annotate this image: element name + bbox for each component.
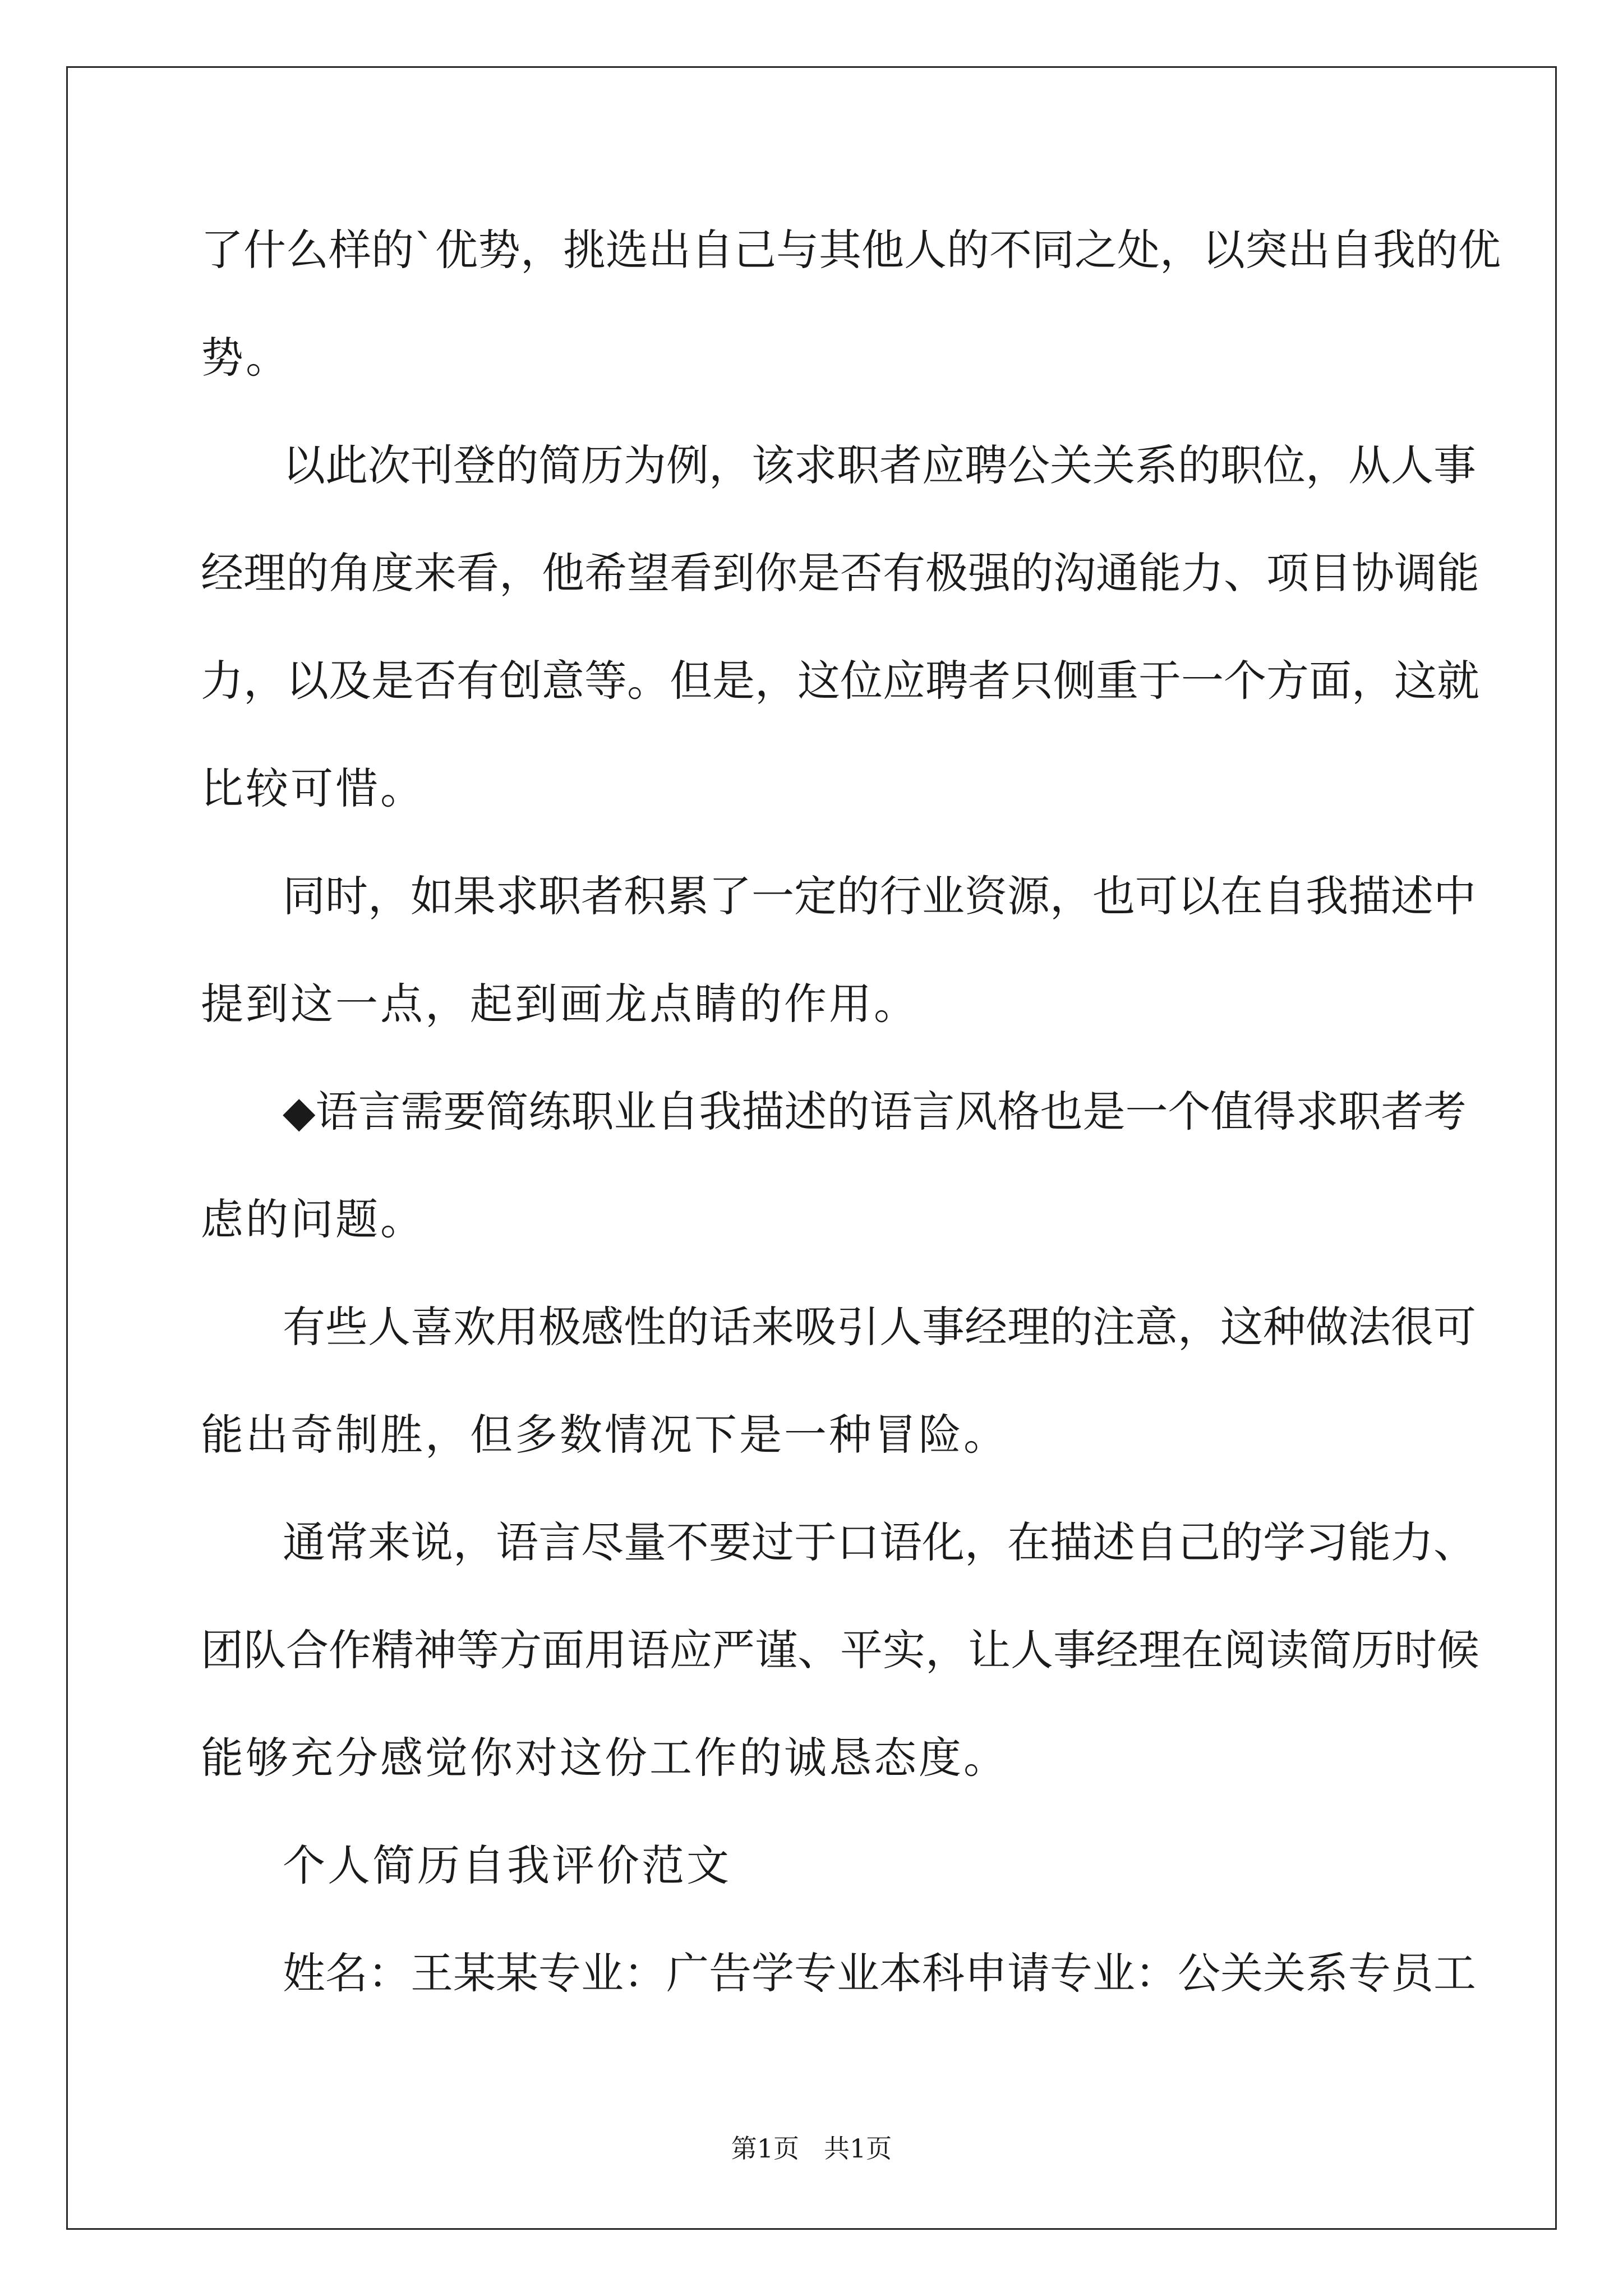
text-line: 提到这一点，起到画龙点睛的作用。 — [201, 979, 919, 1029]
page-footer — [0, 2132, 1623, 2165]
text-line: 同时，如果求职者积累了一定的行业资源，也可以在自我描述中 — [283, 871, 1476, 921]
text-line: 虑的问题。 — [201, 1194, 425, 1244]
text-line: 通常来说，语言尽量不要过于口语化，在描述自己的学习能力、 — [283, 1517, 1476, 1567]
text-line: 姓名：王某某专业：广告学专业本科申请专业：公关关系专员工 — [283, 1948, 1476, 1998]
text-line: 了什么样的`优势，挑选出自己与其他人的不同之处，以突出自我的优 — [201, 225, 1501, 275]
text-line: 比较可惜。 — [201, 763, 425, 813]
section-heading: 个人简历自我评价范文 — [283, 1841, 731, 1890]
document-body — [201, 196, 1501, 2027]
text-line: 团队合作精神等方面用语应严谨、平实，让人事经理在阅读简历时候 — [201, 1625, 1479, 1675]
page-count: 共1页 — [824, 2133, 892, 2164]
page-number: 第1页 — [731, 2133, 799, 2164]
text-line: 经理的角度来看，他希望看到你是否有极强的沟通能力、项目协调能 — [201, 548, 1479, 598]
text-line: 势。 — [201, 333, 291, 383]
text-line: 能够充分感觉你对这份工作的诚恳态度。 — [201, 1733, 1008, 1783]
text-line: 有些人喜欢用极感性的话来吸引人事经理的注意，这种做法很可 — [283, 1302, 1476, 1352]
text-line: ◆语言需要简练职业自我描述的语言风格也是一个值得求职者考 — [283, 1087, 1467, 1137]
text-line: 力，以及是否有创意等。但是，这位应聘者只侧重于一个方面，这就 — [201, 656, 1479, 706]
text-line: 以此次刊登的简历为例，该求职者应聘公关关系的职位，从人事 — [283, 440, 1476, 490]
text-line: 能出奇制胜，但多数情况下是一种冒险。 — [201, 1410, 1008, 1460]
